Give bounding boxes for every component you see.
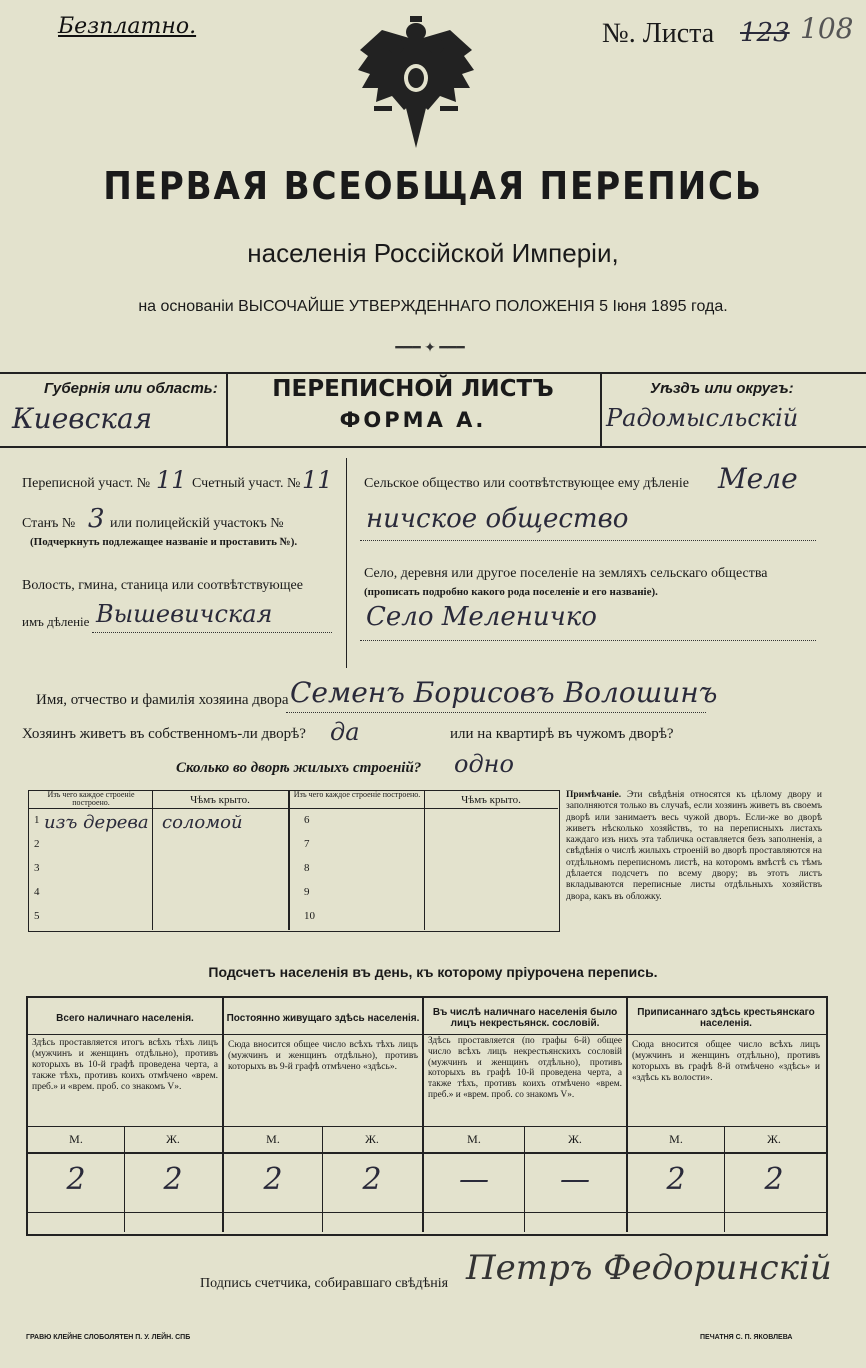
count-m-label: М. [266,1132,280,1146]
count-col-desc: Сюда вносится общее число всѣхъ лицъ (мужчинъ и женщинъ отдѣльно), противъ которыхъ въ графѣ 8-й отмѣчено «здѣсь» и «здѣсь къ волости». [632,1040,820,1083]
free-label: Безплатно. [58,14,197,39]
middle-divider [346,458,347,668]
row1-material: изъ дерева [44,812,149,833]
owner-name-underline [286,712,706,713]
count-f-value: 2 [764,1162,784,1197]
buildings-table-col [152,790,153,930]
owner-lives-value: да [330,718,360,746]
province-label: Губернія или область: [44,380,218,397]
sheet-number: 108 [800,12,854,45]
owner-lives-alt: или на квартирѣ въ чужомъ дворѣ? [450,726,674,742]
count-m-value: 2 [666,1162,686,1197]
col-material-right: Изъ чего каждое строеніе построено. [293,790,421,799]
count-col-title: Постоянно живущаго здѣсь населенія. [226,1012,420,1024]
row-number: 3 [34,862,40,874]
signature-value: Петръ Федоринскій [466,1248,832,1288]
col-roof-right: Чѣмъ крыто. [461,794,521,806]
col-roof-left: Чѣмъ крыто. [190,794,250,806]
owner-lives-label: Хозяинъ живетъ въ собственномъ-ли дворѣ? [22,726,306,742]
stan-label: Станъ № [22,516,76,531]
count-f-label: Ж. [568,1132,582,1146]
signature-label: Подпись счетчика, собиравшаго свѣдѣнія [200,1276,449,1291]
band-bottom-rule [0,446,866,448]
count-m-value: — [459,1162,489,1197]
owner-name-label: Имя, отчество и фамилія хозяина двора [36,692,289,708]
count-col-title: Всего наличнаго населенія. [56,1012,194,1024]
note-block [566,790,822,903]
count-f-value: 2 [362,1162,382,1197]
count-m-value: 2 [66,1162,86,1197]
count-m-value: 2 [263,1162,283,1197]
note-text: Эти свѣдѣнія относятся къ цѣлому двору и заполняются только въ случаѣ, если хозяинъ живетъ въ своемъ дворѣ или занимаетъ весь чужой дворъ. Если-же во дворѣ живетъ нѣсколько хозяйствъ, то на переписныхъ листахъ каждаго изъ нихъ эта табличка оставляется безъ заполненія, а свѣдѣнія о числѣ жилыхъ строеній во дворѣ проставляются на отдѣльномъ переписномъ листѣ, на которомъ вмѣстѣ съ тѣмъ дѣлается подсчетъ по всему двору; въ этотъ листъ вкладываются переписные листы отдѣльныхъ хозяйствъ двора, какъ въ обложку. [566,790,823,902]
form-title: ПЕРЕПИСНОЙ ЛИСТЪ [272,376,554,402]
count-m-label: М. [69,1132,83,1146]
form-subtitle: ФОРМА А. [339,408,487,432]
count-col-title: Въ числѣ наличнаго населенія было лицъ некрестьянск. сословій. [432,1007,618,1029]
sheet-number-label: №. Листа [602,18,715,49]
count-heading: Подсчетъ населенія въ день, къ которому пріурочена перепись. [208,964,658,980]
village-note: (прописать подробно какого рода поселеніе и его названіе). [364,586,658,598]
district-value: Радомысльскій [606,404,799,432]
row-number: 2 [34,838,40,850]
buildings-count-label: Сколько во дворѣ жилыхъ строеній? [176,760,422,776]
owner-name-value: Семенъ Борисовъ Волошинъ [290,676,718,709]
volost-underline [92,632,332,633]
buildings-table-center [288,790,290,930]
stan-value: 3 [88,504,105,534]
sheet-number-old: 123 [740,18,790,48]
row-number: 7 [304,838,310,850]
row-number: 10 [304,910,315,922]
imperial-eagle-emblem [352,10,480,152]
census-unit-value: 11 [156,466,187,494]
count-values-rule [26,1212,826,1213]
village-value: Село Меленичко [366,602,597,632]
province-value: Киевская [12,402,153,435]
row1-roof: соломой [162,812,243,833]
volost-label: Волость, гмина, станица или соотвѣтствующее [22,578,303,593]
count-m-label: М. [669,1132,683,1146]
volost-label-2: имъ дѣленіе [22,614,90,629]
count-unit-value: 11 [302,466,333,494]
ornament-divider: ━━━ ✦ ━━━ [395,341,465,356]
village-underline [360,640,816,641]
count-col-desc: Здѣсь проставляется итогъ всѣхъ тѣхъ лицъ (мужчинъ и женщинъ отдѣльно), противъ которыхъ въ 10-й графѣ проведена черта, а также тѣхъ, противъ коихъ отмѣчено «врем. преб.» и «врем. проб. со знакомъ V». [32,1038,218,1092]
count-f-value: 2 [163,1162,183,1197]
col-material-left: Изъ чего каждое строеніе построено. [47,790,135,807]
count-unit-label: Счетный участ. № [192,476,301,491]
main-title: ПЕРВАЯ ВСЕОБЩАЯ ПЕРЕПИСЬ [103,164,763,208]
row-number: 4 [34,886,40,898]
row-number: 5 [34,910,40,922]
count-desc-rule [26,1126,826,1127]
buildings-table-header-rule [28,808,558,809]
band-divider-right [600,372,602,446]
society-underline [360,540,816,541]
count-mf-rule [26,1152,826,1154]
row-number: 1 [34,814,40,826]
society-value-1: Меле [718,462,798,495]
census-unit-label: Переписной участ. № [22,476,151,491]
count-col-title: Приписаннаго здѣсь крестьянскаго населенія. [637,1007,815,1029]
row-number: 8 [304,862,310,874]
row-number: 9 [304,886,310,898]
buildings-table-col [424,790,425,930]
row-number: 6 [304,814,310,826]
society-value-2: ничское общество [366,504,629,534]
village-label: Село, деревня или другое поселеніе на земляхъ сельскаго общества [364,566,768,581]
count-f-value: — [560,1162,590,1197]
district-label: Уѣздъ или округъ: [650,380,794,397]
count-f-label: Ж. [166,1132,180,1146]
count-f-label: Ж. [767,1132,781,1146]
buildings-count-value: одно [454,750,514,778]
band-top-rule [0,372,866,374]
police-label: или полицейскій участокъ № [110,516,284,531]
count-col-desc: Здѣсь проставляется (по графы 6-й) общее число всѣхъ лицъ некрестьянскихъ сословій (мужчинъ и женщинъ отдѣльно), противъ которыхъ въ графѣ 10-й проведена черта, а также тѣхъ, противъ коихъ отмѣчено «врем. преб.» и «врем. проб. со знакомъ V». [428,1036,622,1100]
note-title: Примѣчаніе. [566,790,622,800]
society-label: Сельское общество или соотвѣтствующее ему дѣленіе [364,476,689,491]
underline-note: (Подчеркнуть подлежащее названіе и проставить №). [30,536,298,548]
footer-right: ПЕЧАТНЯ С. П. ЯКОВЛЕВА [700,1334,793,1341]
count-m-label: М. [467,1132,481,1146]
subtitle: населенія Россійской Имперіи, [247,238,619,268]
count-title-rule [26,1034,826,1035]
footer-left: ГРАВЮ КЛЕЙНЕ СЛОБОЛЯТЕН П. У. ЛЕЙН. СПБ [26,1334,191,1341]
volost-value: Вышевичская [96,600,273,628]
count-col-desc: Сюда вносится общее число всѣхъ тѣхъ лицъ (мужчинъ и женщинъ отдѣльно), противъ которыхъ въ 9-й графѣ отмѣчено «здѣсь». [228,1040,418,1072]
count-f-label: Ж. [365,1132,379,1146]
basis-line: на основаніи ВЫСОЧАЙШЕ УТВЕРЖДЕННАГО ПОЛОЖЕНІЯ 5 Іюня 1895 года. [138,298,728,315]
